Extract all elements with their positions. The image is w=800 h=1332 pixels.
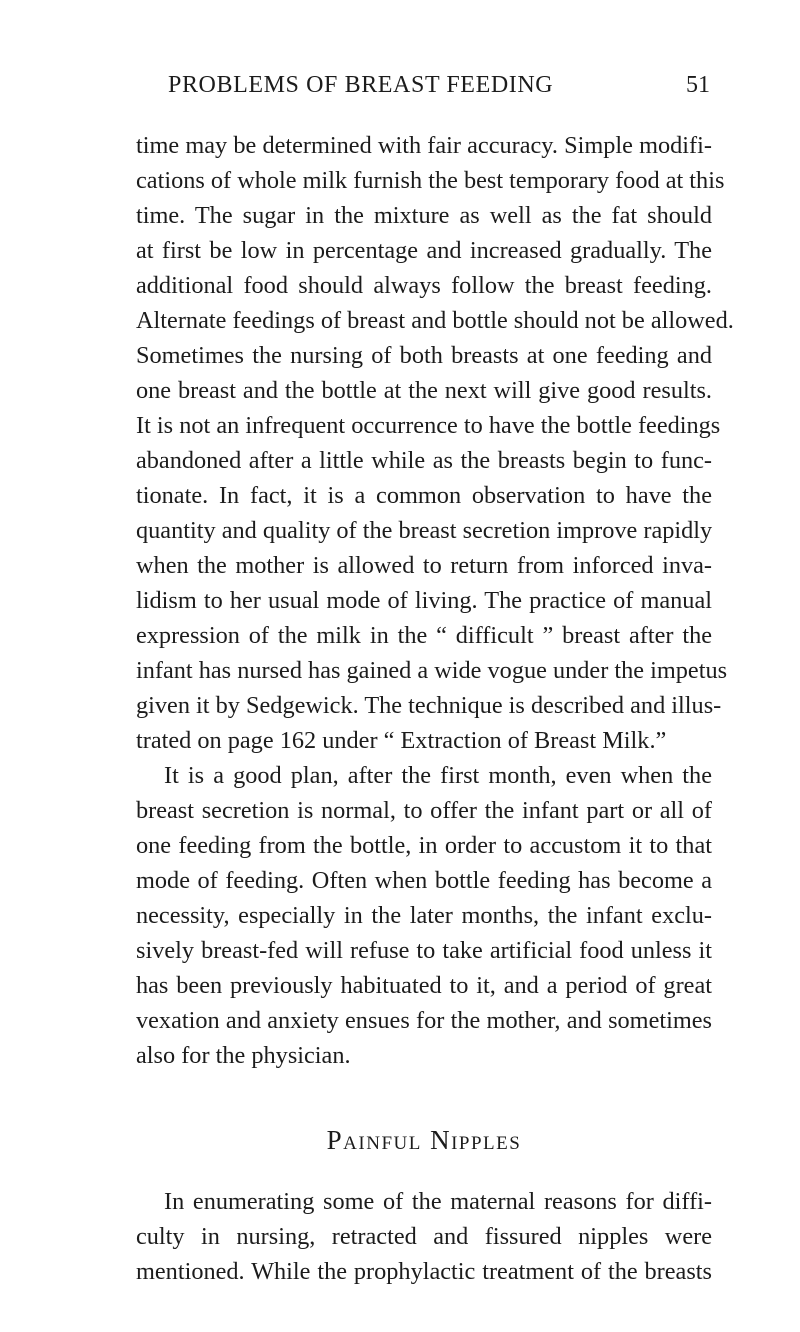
running-head — [134, 72, 710, 112]
text-line: vexation and anxiety ensues for the mother, and sometimes — [136, 1007, 712, 1034]
text-line: at first be low in percentage and increased gradually. The — [136, 237, 712, 264]
text-line: mentioned. While the prophylactic treatment of the breasts — [136, 1258, 712, 1285]
text-line: given it by Sedgewick. The technique is described and illus- — [136, 692, 722, 719]
text-line: culty in nursing, retracted and fissured nipples were — [136, 1223, 712, 1250]
text-line: expression of the milk in the “ difficult ” breast after the — [136, 622, 712, 649]
text-line: one breast and the bottle at the next will give good results. — [136, 377, 712, 404]
text-line: Sometimes the nursing of both breasts at one feeding and — [136, 342, 712, 369]
text-line: breast secretion is normal, to offer the infant part or all of — [136, 797, 712, 824]
text-line: also for the physician. — [136, 1042, 351, 1069]
text-line: quantity and quality of the breast secretion improve rapidly — [136, 517, 713, 544]
text-line: when the mother is allowed to return from inforced inva- — [136, 552, 712, 579]
text-line: tionate. In fact, it is a common observation to have the — [136, 482, 712, 509]
running-title: PROBLEMS OF BREAST FEEDING — [168, 72, 554, 98]
text-line: mode of feeding. Often when bottle feeding has become a — [136, 867, 712, 894]
section-heading: Painful Nipples — [326, 1125, 522, 1155]
text-line: one feeding from the bottle, in order to accustom it to that — [136, 832, 712, 859]
page-number: 51 — [686, 72, 710, 98]
text-line: additional food should always follow the breast feeding. — [136, 272, 712, 299]
text-line: It is a good plan, after the first month, even when the — [164, 762, 712, 789]
text-line: lidism to her usual mode of living. The practice of manual — [136, 587, 712, 614]
text-line: time. The sugar in the mixture as well as the fat should — [136, 202, 712, 229]
text-line: trated on page 162 under “ Extraction of Breast Milk.” — [136, 727, 667, 754]
text-line: has been previously habituated to it, and a period of great — [136, 972, 712, 999]
text-line: Alternate feedings of breast and bottle should not be allowed. — [136, 307, 734, 334]
text-line: sively breast-fed will refuse to take artificial food unless it — [136, 937, 712, 964]
text-line: cations of whole milk furnish the best temporary food at this — [136, 167, 725, 194]
text-line: necessity, especially in the later months, the infant exclu- — [136, 902, 712, 929]
text-line: infant has nursed has gained a wide vogue under the impetus — [136, 657, 728, 684]
text-line: In enumerating some of the maternal reasons for diffi- — [164, 1188, 712, 1215]
text-line: It is not an infrequent occurrence to have the bottle feedings — [136, 412, 721, 439]
text-line: abandoned after a little while as the breasts begin to func- — [136, 447, 712, 474]
text-line: time may be determined with fair accuracy. Simple modifi- — [136, 132, 712, 159]
